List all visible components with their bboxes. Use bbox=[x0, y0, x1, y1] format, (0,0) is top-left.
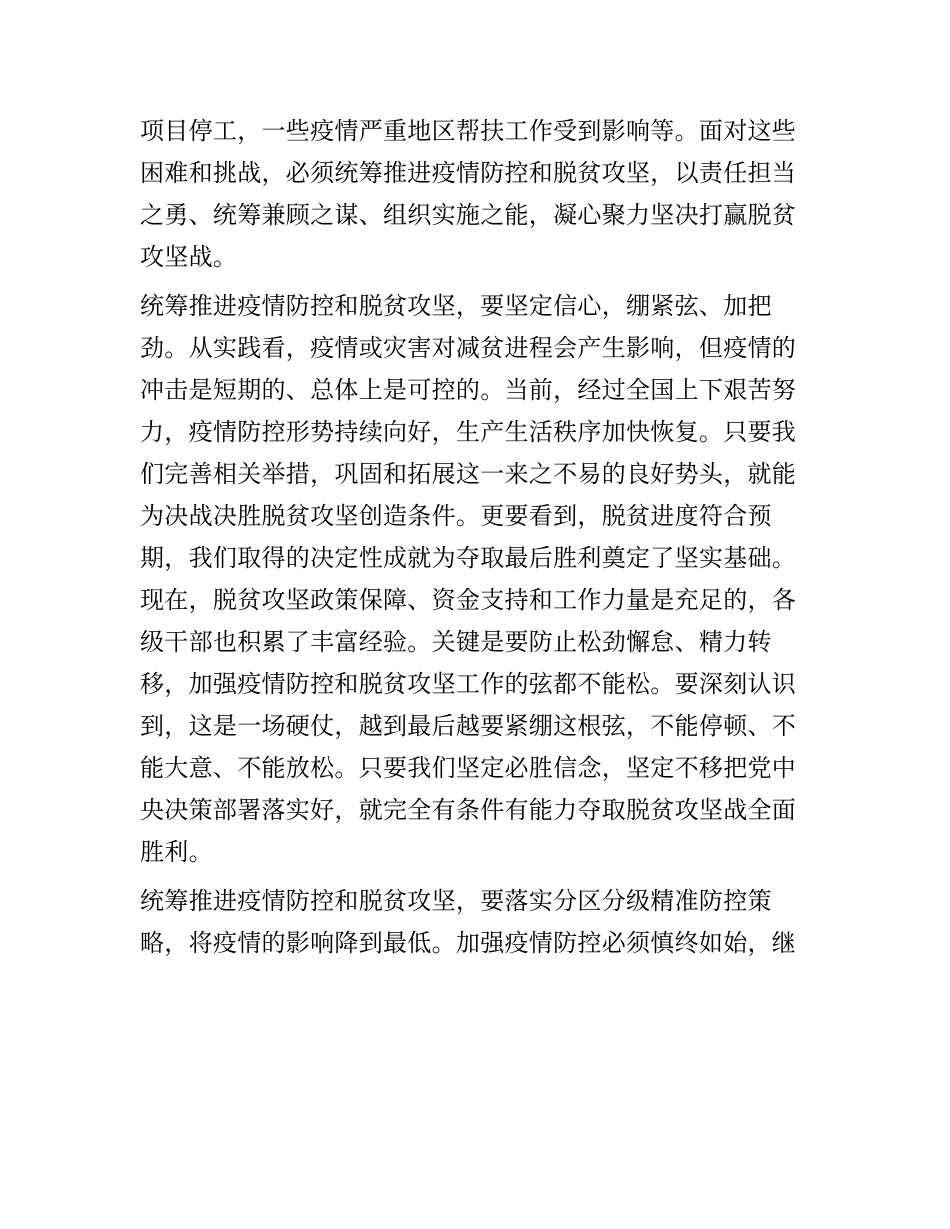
paragraph-3 bbox=[140, 880, 820, 964]
text-line: 期，我们取得的决定性成就为夺取最后胜利奠定了坚实基础。 bbox=[140, 544, 797, 572]
text-line: 为决战决胜脱贫攻坚创造条件。更要看到，脱贫进度符合预 bbox=[140, 502, 772, 530]
text-line: 略，将疫情的影响降到最低。加强疫情防控必须慎终如始，继 bbox=[140, 929, 797, 957]
text-line: 项目停工，一些疫情严重地区帮扶工作受到影响等。面对这些 bbox=[140, 117, 797, 145]
text-line: 之勇、统筹兼顾之谋、组织实施之能，凝心聚力坚决打赢脱贫 bbox=[140, 201, 797, 229]
paragraph-1 bbox=[140, 110, 820, 278]
paragraph-2 bbox=[140, 285, 820, 873]
text-line: 央决策部署落实好，就完全有条件有能力夺取脱贫攻坚战全面 bbox=[140, 796, 797, 824]
text-line: 们完善相关举措，巩固和拓展这一来之不易的良好势头，就能 bbox=[140, 460, 797, 488]
text-line: 攻坚战。 bbox=[140, 243, 238, 271]
text-line: 到，这是一场硬仗，越到最后越要紧绷这根弦，不能停顿、不 bbox=[140, 712, 797, 740]
text-line: 胜利。 bbox=[140, 838, 213, 866]
text-line: 力，疫情防控形势持续向好，生产生活秩序加快恢复。只要我 bbox=[140, 418, 797, 446]
text-line: 劲。从实践看，疫情或灾害对减贫进程会产生影响，但疫情的 bbox=[140, 334, 797, 362]
text-line: 统筹推进疫情防控和脱贫攻坚，要落实分区分级精准防控策 bbox=[140, 887, 772, 915]
text-line: 级干部也积累了丰富经验。关键是要防止松劲懈怠、精力转 bbox=[140, 628, 772, 656]
text-line: 现在，脱贫攻坚政策保障、资金支持和工作力量是充足的，各 bbox=[140, 586, 797, 614]
text-line: 困难和挑战，必须统筹推进疫情防控和脱贫攻坚，以责任担当 bbox=[140, 159, 797, 187]
text-line: 移，加强疫情防控和脱贫攻坚工作的弦都不能松。要深刻认识 bbox=[140, 670, 797, 698]
text-line: 统筹推进疫情防控和脱贫攻坚，要坚定信心，绷紧弦、加把 bbox=[140, 292, 772, 320]
text-line: 冲击是短期的、总体上是可控的。当前，经过全国上下艰苦努 bbox=[140, 376, 797, 404]
text-line: 能大意、不能放松。只要我们坚定必胜信念，坚定不移把党中 bbox=[140, 754, 797, 782]
body-text bbox=[140, 110, 820, 971]
